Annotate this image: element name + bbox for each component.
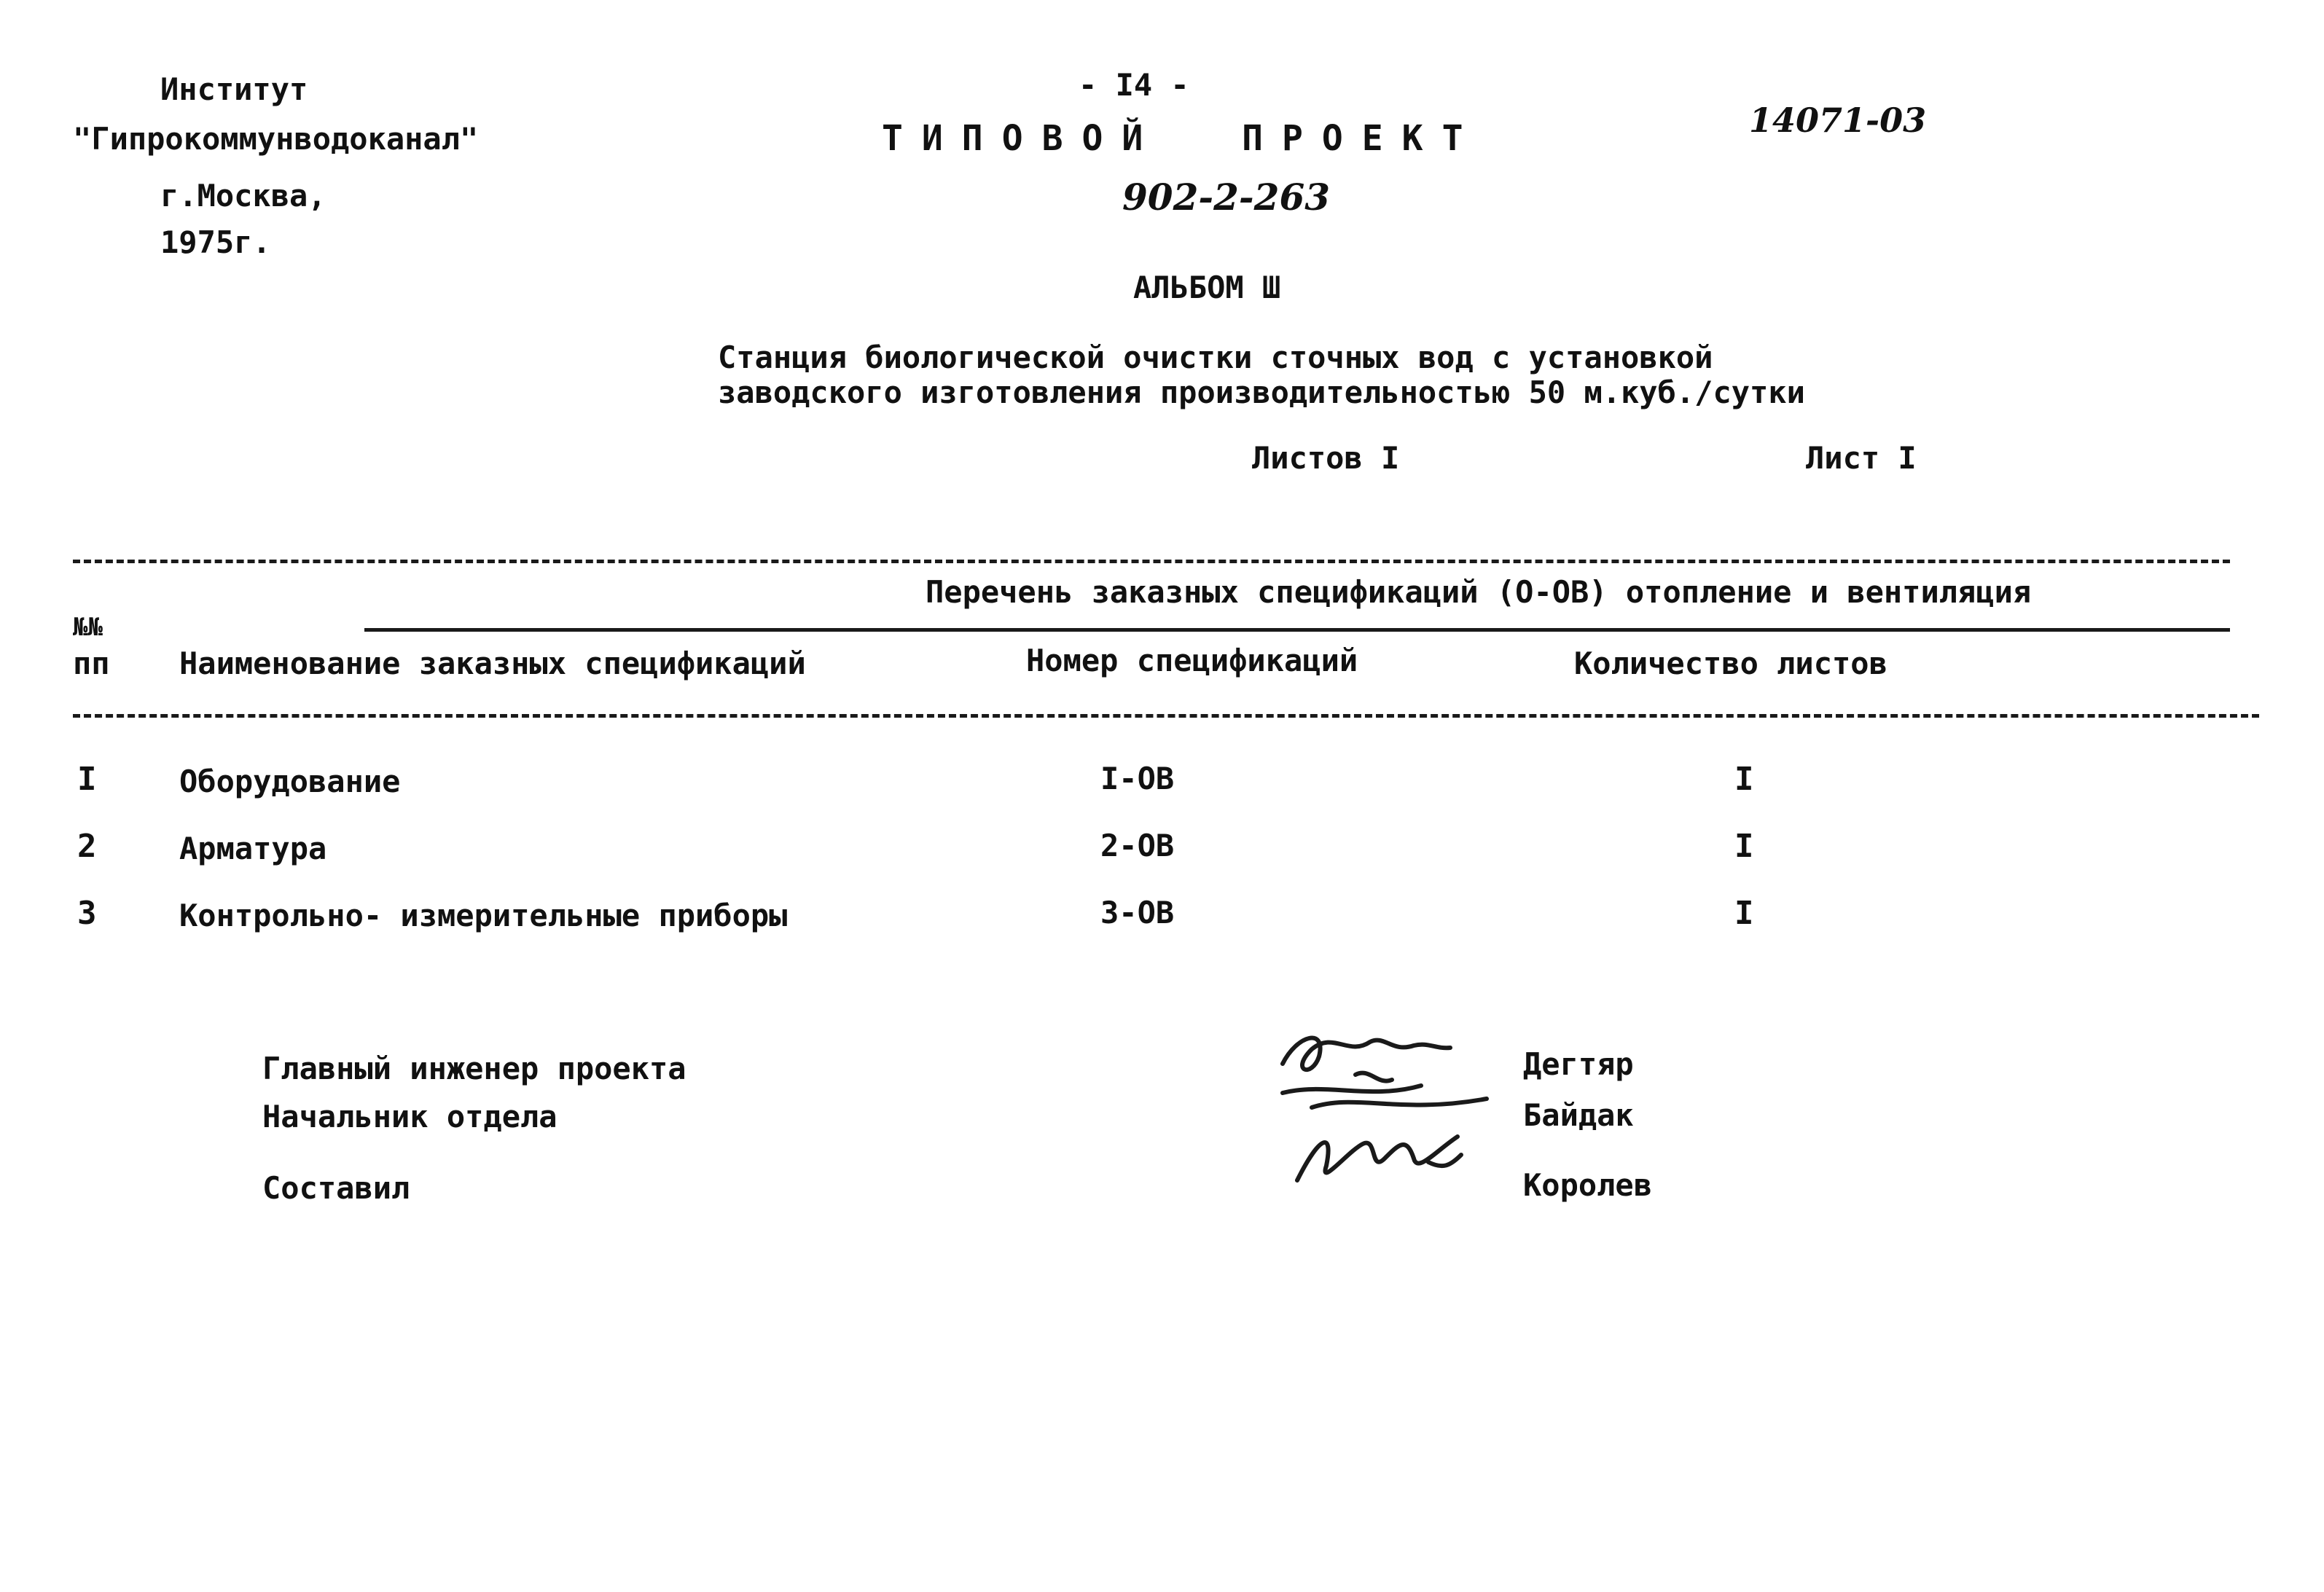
row-2-name: Арматура [179, 831, 327, 866]
sheets-total: Листов I [1252, 440, 1400, 476]
signature-name-korolev: Королев [1523, 1167, 1653, 1203]
description-line-1: Станция биологической очистки сточных вод с установкой [718, 340, 1713, 375]
row-3-qty: I [1734, 895, 1754, 932]
caption-underline [364, 628, 2230, 632]
document-code: 14071-03 [1749, 101, 1927, 140]
institute-year: 1975г. [160, 224, 271, 260]
sheet-number: Лист I [1806, 440, 1917, 476]
column-header-number-2: пп [73, 646, 110, 681]
handwritten-signatures [1268, 1013, 1501, 1202]
row-1-qty: I [1734, 761, 1754, 798]
row-3-spec: 3-ОВ [1100, 895, 1175, 930]
description-line-2: заводского изготовления производительностью 50 м.куб./сутки [718, 375, 1805, 410]
project-title: ТИПОВОЙ ПРОЕКТ [882, 118, 1482, 159]
row-2-qty: I [1734, 828, 1754, 865]
row-1-spec: I-ОВ [1100, 761, 1175, 796]
row-1-name: Оборудование [179, 764, 401, 799]
signature-name-baidak: Байдак [1523, 1097, 1634, 1133]
table-top-rule [73, 560, 2230, 563]
row-2-number: 2 [77, 828, 97, 865]
table-header-rule [73, 714, 2259, 718]
signature-name-degtyar: Дегтяр [1523, 1046, 1634, 1082]
row-2-spec: 2-ОВ [1100, 828, 1175, 863]
row-3-number: 3 [77, 895, 97, 932]
signature-role-department-head: Начальник отдела [262, 1099, 557, 1134]
column-header-name: Наименование заказных спецификаций [179, 646, 806, 681]
institute-city: г.Москва, [160, 178, 326, 213]
page-number: - I4 - [1079, 67, 1189, 103]
album-label: АЛЬБОМ Ш [1133, 270, 1281, 305]
column-header-qty: Количество листов [1574, 646, 1887, 681]
column-header-number-1: №№ [73, 613, 103, 642]
institute-label: Институт [160, 71, 308, 107]
column-header-spec: Номер спецификаций [1026, 643, 1358, 678]
institute-name: "Гипрокоммунводоканал" [73, 121, 479, 157]
signature-role-chief-engineer: Главный инженер проекта [262, 1051, 686, 1086]
row-3-name: Контрольно- измерительные приборы [179, 898, 788, 933]
project-number: 902-2-263 [1122, 176, 1331, 219]
table-caption: Перечень заказных спецификаций (О-ОВ) отопление и вентиляция [926, 574, 2032, 610]
row-1-number: I [77, 761, 97, 798]
signature-role-compiler: Составил [262, 1170, 410, 1206]
